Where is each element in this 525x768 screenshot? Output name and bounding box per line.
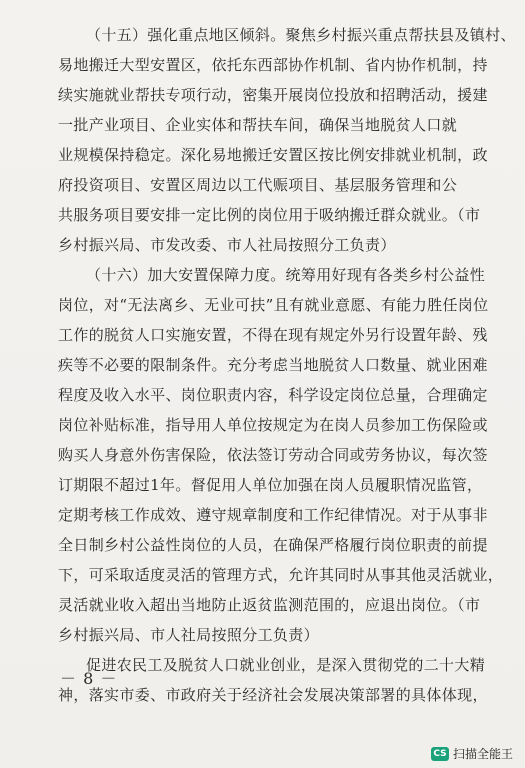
text-line: 定期考核工作成效、遵守规章制度和工作纪律情况。对于从事非 bbox=[58, 506, 488, 524]
text-line: 一批产业项目、企业实体和帮扶车间，确保当地脱贫人口就 bbox=[58, 116, 458, 134]
text-line: 府投资项目、安置区周边以工代赈项目、基层服务管理和公 bbox=[58, 176, 458, 194]
page-number: － 8 － bbox=[60, 669, 118, 688]
text-line: 岗位补贴标准，指导用人单位按规定为在岗人员参加工伤保险或 bbox=[58, 416, 488, 434]
text-line: 促进农民工及脱贫人口就业创业，是深入贯彻党的二十大精 bbox=[86, 656, 486, 674]
paragraph-section-16 bbox=[58, 260, 504, 650]
text-line: 易地搬迁大型安置区，依托东西部协作机制、省内协作机制，持 bbox=[58, 56, 488, 74]
text-line: 乡村振兴局、市发改委、市人社局按照分工负责） bbox=[58, 236, 396, 254]
text-line: 神，落实市委、市政府关于经济社会发展决策部署的具体体现， bbox=[58, 686, 488, 704]
watermark-text: 扫描全能王 bbox=[452, 747, 513, 761]
document-body bbox=[58, 20, 516, 710]
text-line: （十五）强化重点地区倾斜。聚焦乡村振兴重点帮扶县及镇村、 bbox=[86, 26, 516, 44]
text-line: 乡村振兴局、市人社局按照分工负责） bbox=[58, 626, 319, 644]
text-line: 订期限不超过1年。督促用人单位加强在岗人员履职情况监管， bbox=[58, 476, 483, 494]
text-line: 购买人身意外伤害保险，依法签订劳动合同或劳务协议，每次签 bbox=[58, 446, 488, 464]
text-line: 灵活就业收入超出当地防止返贫监测范围的，应退出岗位。（市 bbox=[58, 596, 481, 614]
text-line: 下，可采取适度灵活的管理方式，允许其同时从事其他灵活就业， bbox=[58, 566, 504, 584]
scanner-watermark bbox=[431, 745, 513, 762]
paragraph-section-15 bbox=[58, 20, 516, 260]
text-line: （十六）加大安置保障力度。统筹用好现有各类乡村公益性 bbox=[86, 266, 486, 284]
text-line: 共服务项目要安排一定比例的岗位用于吸纳搬迁群众就业。（市 bbox=[58, 206, 481, 224]
text-line: 程度及收入水平、岗位职责内容，科学设定岗位总量，合理确定 bbox=[58, 386, 488, 404]
text-line: 工作的脱贫人口实施安置，不得在现有规定外另行设置年龄、残 bbox=[58, 326, 488, 344]
text-line: 疾等不必要的限制条件。充分考虑当地脱贫人口数量、就业困难 bbox=[58, 356, 488, 374]
text-line: 续实施就业帮扶专项行动，密集开展岗位投放和招聘活动，援建 bbox=[58, 86, 488, 104]
text-line: 岗位，对“无法离乡、无业可扶”且有就业意愿、有能力胜任岗位 bbox=[58, 296, 489, 314]
camscanner-logo-icon: CS bbox=[431, 747, 449, 761]
text-line: 全日制乡村公益性岗位的人员，在确保严格履行岗位职责的前提 bbox=[58, 536, 488, 554]
paragraph-conclusion bbox=[58, 650, 498, 710]
text-line: 业规模保持稳定。深化易地搬迁安置区按比例安排就业机制，政 bbox=[58, 146, 488, 164]
